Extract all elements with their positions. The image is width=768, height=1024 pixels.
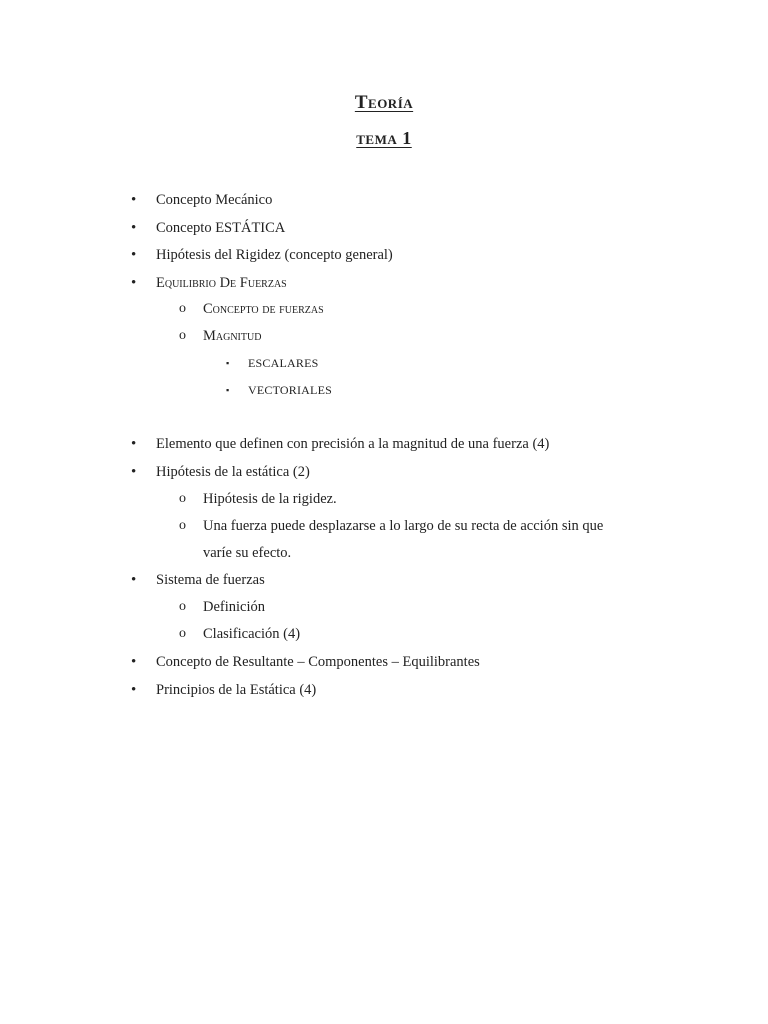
list-item-text: Principios de la Estática (4) xyxy=(156,682,317,698)
bullet-marker: • xyxy=(131,247,137,263)
list-item-continuation: varíe su efecto. xyxy=(203,545,292,561)
list-item-text: VECTORIALES xyxy=(248,383,332,397)
circle-marker: o xyxy=(179,301,186,316)
bullet-marker: • xyxy=(131,192,137,208)
list-item-text: Concepto Mecánico xyxy=(156,192,273,208)
circle-marker: o xyxy=(179,491,186,506)
document-title: Teoría xyxy=(354,92,414,113)
bullet-marker: • xyxy=(131,220,137,236)
circle-marker: o xyxy=(179,626,186,641)
document-subtitle: tema 1 xyxy=(356,128,412,148)
bullet-marker: • xyxy=(131,682,137,698)
list-item-text: Equilibrio De Fuerzas xyxy=(156,275,287,291)
square-marker: ▪ xyxy=(226,358,230,368)
bullet-marker: • xyxy=(131,464,137,480)
bullet-marker: • xyxy=(131,436,137,452)
bullet-marker: • xyxy=(131,572,137,588)
circle-marker: o xyxy=(179,599,186,614)
circle-marker: o xyxy=(179,518,186,533)
list-item-text: Una fuerza puede desplazarse a lo largo de su recta de acción sin que xyxy=(203,518,604,534)
list-item-text: Hipótesis de la rigidez. xyxy=(203,491,337,507)
list-item-text: Concepto de fuerzas xyxy=(203,301,324,317)
bullet-marker: • xyxy=(131,275,137,291)
list-item-text: Clasificación (4) xyxy=(203,626,301,642)
list-item-text: Hipótesis de la estática (2) xyxy=(156,464,310,480)
square-marker: ▪ xyxy=(226,385,230,395)
list-item-text: ESCALARES xyxy=(248,356,319,370)
circle-marker: o xyxy=(179,328,186,343)
list-item-text: Concepto ESTÁTICA xyxy=(156,220,286,236)
bullet-marker: • xyxy=(131,654,137,670)
list-item-text: Concepto de Resultante – Componentes – Equilibrantes xyxy=(156,654,480,670)
list-item-text: Elemento que definen con precisión a la magnitud de una fuerza (4) xyxy=(156,436,550,452)
list-item-text: Definición xyxy=(203,599,266,615)
list-item-text: Sistema de fuerzas xyxy=(156,572,265,588)
list-item-text: Hipótesis del Rigidez (concepto general) xyxy=(156,247,393,263)
list-item-text: Magnitud xyxy=(203,328,262,344)
